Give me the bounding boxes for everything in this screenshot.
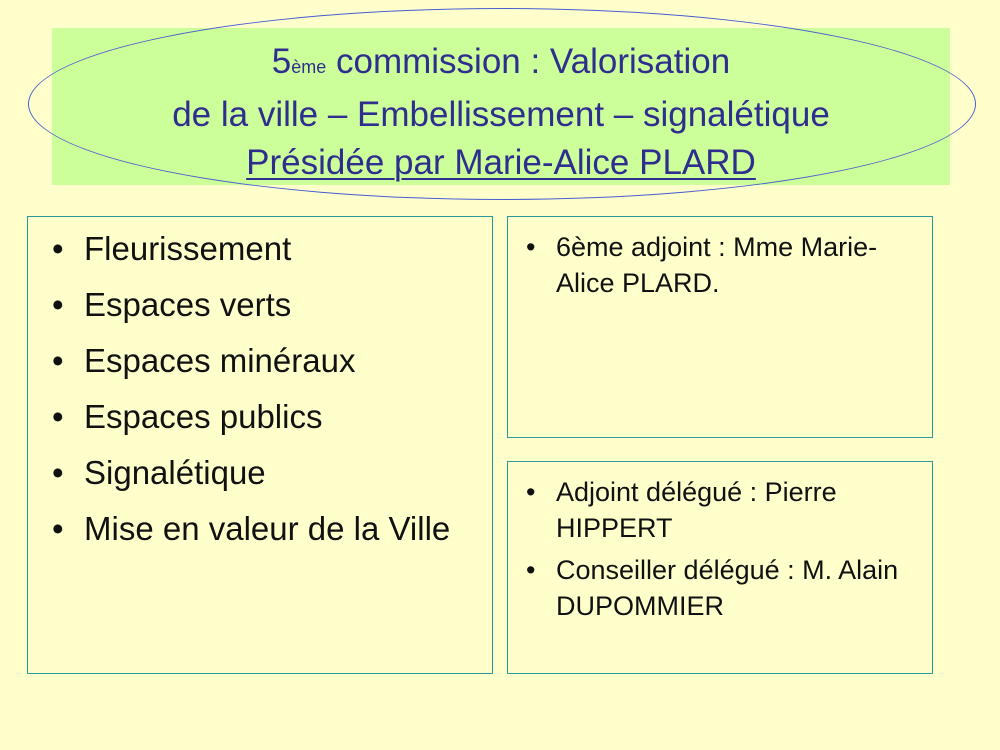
list-item-text: 6ème adjoint : Mme Marie-Alice PLARD. [556, 232, 878, 298]
themes-list [46, 229, 476, 565]
title-line-2: de la ville – Embellissement – signalétique [172, 95, 830, 134]
list-item [46, 229, 476, 268]
list-item [520, 474, 920, 546]
adjoint-list [520, 229, 920, 307]
list-item [46, 285, 476, 324]
delegates-panel [507, 461, 933, 674]
slide-title [52, 38, 950, 187]
list-item-text: Espaces verts [84, 286, 292, 323]
list-item [46, 341, 476, 380]
list-item-text: Mise en valeur de la Ville [84, 510, 451, 547]
bullet: • [52, 286, 64, 323]
title-superscript: ème [291, 57, 327, 77]
title-number: 5 [271, 42, 292, 81]
list-item-text: Espaces publics [84, 398, 323, 435]
delegates-list [520, 474, 920, 630]
list-item-text: Espaces minéraux [84, 342, 356, 379]
title-line-1-rest: commission : Valorisation [326, 42, 731, 81]
themes-panel [27, 216, 493, 674]
list-item-text: Conseiller délégué : M. Alain DUPOMMIER [556, 555, 899, 621]
list-item [46, 509, 476, 548]
bullet: • [52, 230, 64, 267]
list-item-text: Adjoint délégué : Pierre HIPPERT [556, 477, 837, 543]
list-item-text: Fleurissement [84, 230, 292, 267]
title-line-1 [52, 38, 950, 91]
bullet: • [526, 555, 536, 585]
bullet: • [52, 454, 64, 491]
list-item [46, 453, 476, 492]
list-item [520, 552, 920, 624]
adjoint-panel [507, 216, 933, 438]
title-line-3: Présidée par Marie-Alice PLARD [246, 143, 756, 182]
list-item-text: Signalétique [84, 454, 266, 491]
bullet: • [52, 398, 64, 435]
bullet: • [526, 232, 536, 262]
bullet: • [52, 342, 64, 379]
list-item [520, 229, 920, 301]
bullet: • [52, 510, 64, 547]
list-item [46, 397, 476, 436]
bullet: • [526, 477, 536, 507]
